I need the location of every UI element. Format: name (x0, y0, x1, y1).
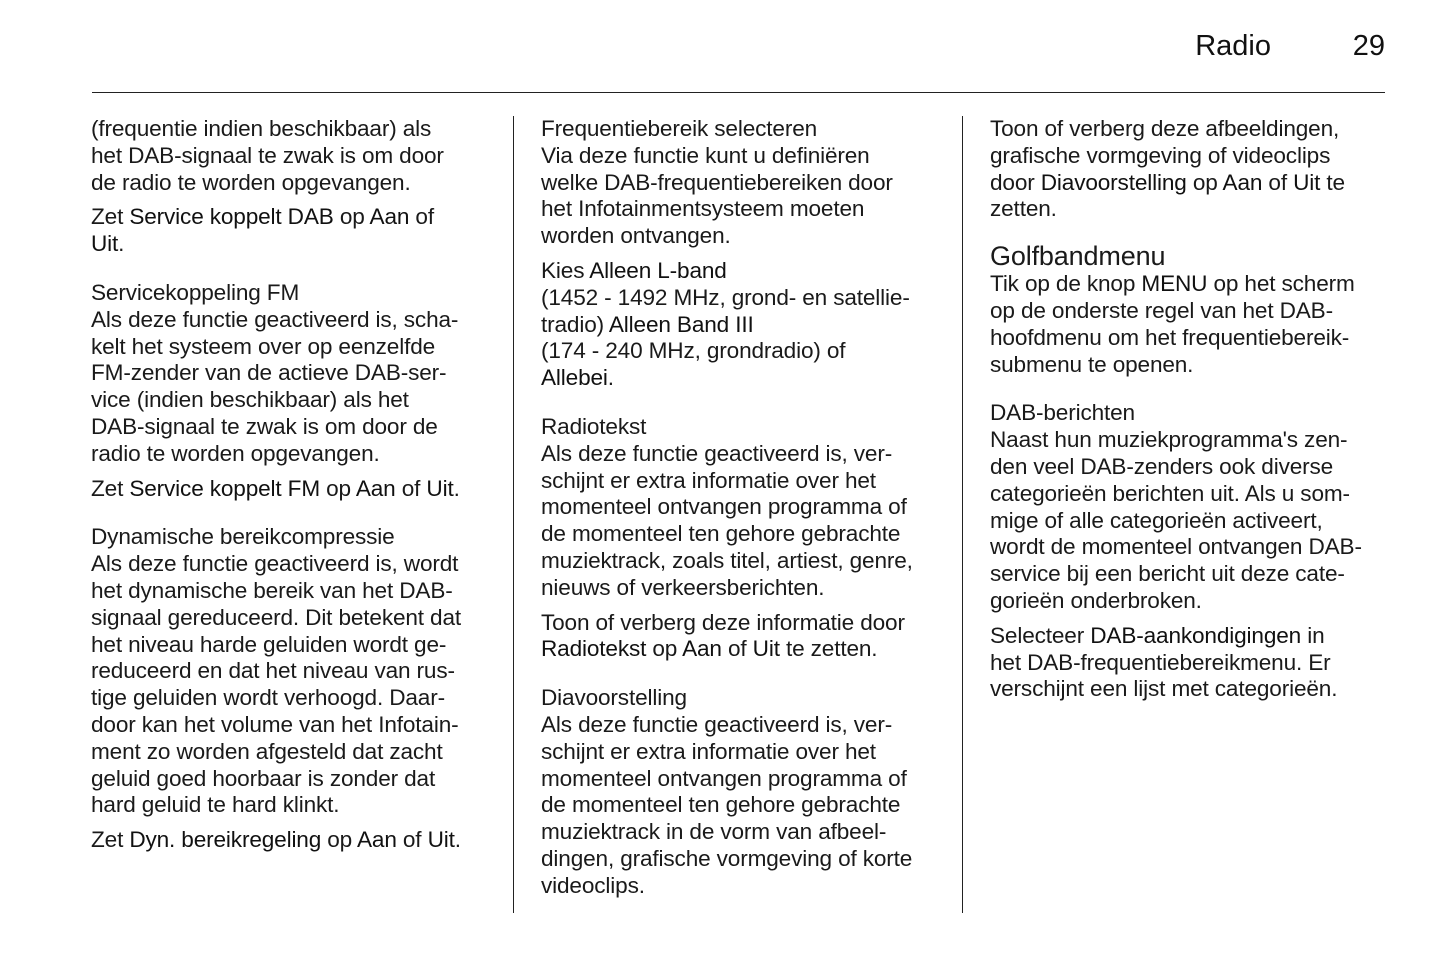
subheading: Frequentiebereik selecteren (541, 116, 818, 141)
option-off: Uit (426, 475, 454, 501)
column-2 (541, 116, 951, 900)
setting-name: Radiotekst (541, 636, 647, 662)
page-number: 29 (1352, 30, 1385, 62)
subheading: DAB-berichten (990, 400, 1135, 426)
instruction-service-dab: Zet Service koppelt DAB op Aan of Uit. (91, 204, 434, 257)
option-on: Aan (369, 204, 410, 230)
section-fm-link: Servicekoppeling FM Als deze functie geactiveerd is, scha- kelt het systeem over op eenzelfde FM-zender van de actieve DAB-ser- vice (indien beschikbaar) als het DAB-signaal te zwak is om door de radio te worden opgevangen. (91, 280, 501, 468)
option-off: Uit (752, 636, 780, 662)
instruction-radiotext: Toon of verberg deze informatie door Radiotekst op Aan of Uit te zetten. (541, 609, 905, 662)
column-1 (91, 116, 501, 854)
instruction-slideshow: Toon of verberg deze afbeeldingen, grafische vormgeving of videoclips door Diavoorstelling op Aan of Uit te zetten. (990, 116, 1345, 222)
option-on: Aan (356, 827, 397, 853)
intro-paragraph: (frequentie indien beschikbaar) als het DAB-signaal te zwak is om door de radio te worden opgevangen. (91, 116, 444, 195)
section-band-menu: Golfbandmenu Tik op de knop MENU op het scherm op de onderste regel van het DAB- hoofdmenu om het frequentiebereik- submenu te openen. (990, 241, 1400, 378)
subheading: Dynamische bereikcompressie (91, 524, 395, 550)
subheading: Radiotekst (541, 413, 647, 439)
menu-key-label: MENU (1141, 271, 1208, 297)
setting-name: DAB-aankondigingen (1090, 622, 1302, 648)
section-radiotext: Radiotekst Als deze functie geactiveerd is, ver- schijnt er extra informatie over het momenteel ontvangen programma of de momenteel ten gehore gebrachte muziektrack, zoals titel, artiest, genre, nieuws of verkeersberichten. (541, 414, 951, 602)
option-off: Uit (427, 827, 455, 853)
column-divider-1 (513, 116, 514, 913)
column-divider-2 (962, 116, 963, 913)
running-title: Radio (1195, 30, 1271, 62)
option-off: Uit (91, 231, 119, 257)
subheading: Servicekoppeling FM (91, 279, 300, 305)
option-both: Allebei (541, 365, 608, 391)
section-frequency-range: Frequentiebereik selecteren Via deze functie kunt u definiëren welke DAB-frequentiebereiken door het Infotainmentsysteem moeten worden ontvangen. (541, 116, 951, 250)
setting-name: Service koppelt FM (129, 475, 320, 501)
option-l-band: Alleen L-band (589, 257, 727, 283)
section-heading: Golfbandmenu (990, 241, 1166, 272)
setting-name: Diavoorstelling (1040, 169, 1187, 195)
section-dynamic-compression: Dynamische bereikcompressie Als deze functie geactiveerd is, wordt het dynamische bereik van het DAB- signaal gereduceerd. Dit betekent dat het niveau harde geluiden wordt ge- reduceerd en dat het niveau van rus- tige geluiden wordt verhoogd. Daar- door kan het volume van het Infotain- ment zo worden afgesteld dat zacht geluid goed hoorbaar is zonder dat hard geluid te hard klinkt. (91, 524, 501, 819)
section-dab-messages: DAB-berichten Naast hun muziekprogramma's zen- den veel DAB-zenders ook diverse categorieën berichten uit. Als u som- mige of alle categorieën activeert, wordt de momenteel ontvangen DAB- service bij een bericht uit deze cate- gorieën onderbroken. (990, 400, 1400, 614)
option-on: Aan (682, 636, 722, 662)
instruction-choose-band: Kies Alleen L-band (1452 - 1492 MHz, grond- en satellie- tradio) Alleen Band III (174 - 240 MHz, grondradio) of Allebei. (541, 257, 910, 391)
subheading: Diavoorstelling (541, 685, 687, 711)
instruction-dab-announcements: Selecteer DAB-aankondigingen in het DAB-frequentiebereikmenu. Er verschijnt een lijst met categorieën. (990, 622, 1338, 702)
option-on: Aan (355, 475, 396, 501)
page-header (92, 28, 1385, 93)
section-slideshow: Diavoorstelling Als deze functie geactiveerd is, ver- schijnt er extra informatie over het momenteel ontvangen programma of de momenteel ten gehore gebrachte muziektrack in de vorm van afbeel- dingen, grafische vormgeving of korte videoclips. (541, 685, 951, 899)
option-on: Aan (1222, 169, 1263, 195)
instruction-service-fm: Zet Service koppelt FM op Aan of Uit. (91, 475, 460, 501)
instruction-dyn-range: Zet Dyn. bereikregeling op Aan of Uit. (91, 827, 461, 853)
column-3 (990, 116, 1400, 703)
setting-name: Dyn. bereikregeling (129, 827, 322, 853)
option-off: Uit (1293, 169, 1321, 195)
option-band-iii: Alleen Band III (608, 311, 754, 337)
setting-name: Service koppelt DAB (129, 204, 334, 230)
